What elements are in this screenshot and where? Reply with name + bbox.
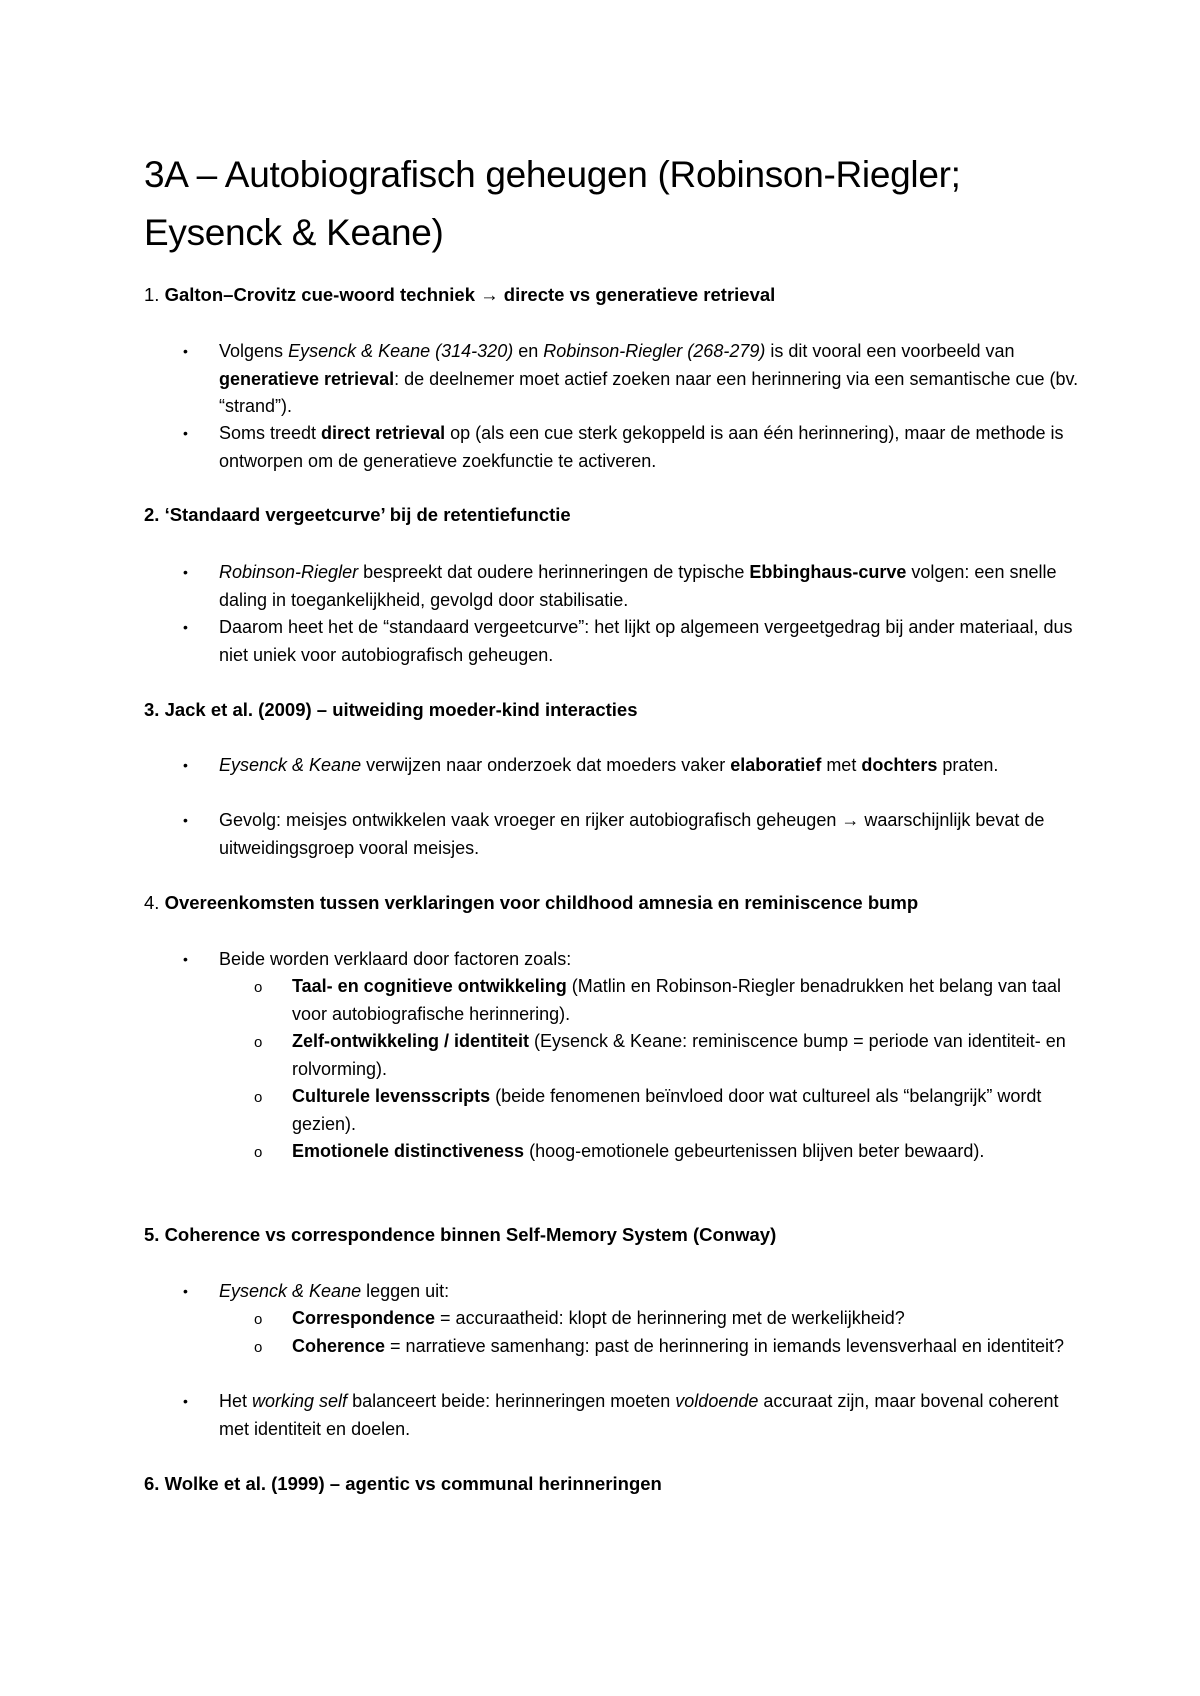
bullet-marker: •	[183, 343, 188, 359]
section-5-sub-2: o Coherence = narratieve samenhang: past de herinnering in iemands levensverhaal en identiteit?	[292, 1333, 1079, 1361]
sub-bullet-marker: o	[254, 1034, 263, 1051]
section-3-bullet-1: • Eysenck & Keane verwijzen naar onderzoek dat moeders vaker elaboratief met dochters praten.	[219, 752, 1079, 780]
section-4-title: Overeenkomsten tussen verklaringen voor childhood amnesia en reminiscence bump	[164, 892, 919, 913]
section-6-heading: 6. Wolke et al. (1999) – agentic vs communal herinneringen	[144, 1473, 662, 1494]
section-5-bullet-2: • Het working self balanceert beide: herinneringen moeten voldoende accuraat zijn, maar bovenal coherent met identiteit en doelen.	[219, 1388, 1079, 1443]
section-4-sub-3: o Culturele levensscripts (beide fenomenen beïnvloed door wat cultureel als “belangrijk” wordt gezien).	[254, 1086, 1042, 1134]
section-5-heading: 5. Coherence vs correspondence binnen Self-Memory System (Conway)	[144, 1224, 777, 1245]
section-1-bullet-1: • Volgens Eysenck & Keane (314-320) en Robinson-Riegler (268-279) is dit vooral een voorbeeld van generatieve retrieval: de deelnemer moet actief zoeken naar een herinnering via een semantische cue (bv. “strand”).	[219, 338, 1079, 421]
section-5-bullet-1: • Eysenck & Keane leggen uit:	[219, 1278, 1079, 1306]
section-3-bullet-2: • Gevolg: meisjes ontwikkelen vaak vroeger en rijker autobiografisch geheugen → waarschijnlijk bevat de uitweidingsgroep vooral meisjes.	[219, 807, 1079, 862]
section-2-bullet-2: • Daarom heet het de “standaard vergeetcurve”: het lijkt op algemeen vergeetgedrag bij ander materiaal, dus niet uniek voor autobiografisch geheugen.	[219, 614, 1079, 669]
section-4-bullet-1: • Beide worden verklaard door factoren zoals:	[219, 946, 1079, 974]
bullet-marker: •	[183, 812, 188, 828]
bullet-marker: •	[183, 425, 188, 441]
section-1-number: 1.	[144, 284, 160, 305]
sub-bullet-marker: o	[254, 1339, 263, 1356]
bullet-marker: •	[183, 1283, 188, 1299]
bullet-marker: •	[183, 619, 188, 635]
section-2-bullet-1: • Robinson-Riegler bespreekt dat oudere herinneringen de typische Ebbinghaus-curve volgen: een snelle daling in toegankelijkheid, gevolgd door stabilisatie.	[219, 559, 1079, 614]
section-1-heading	[144, 282, 775, 308]
page-title: 3A – Autobiografisch geheugen (Robinson-Riegler; Eysenck & Keane)	[144, 154, 961, 253]
section-1-title: Galton–Crovitz cue-woord techniek → directe vs generatieve retrieval	[164, 284, 776, 305]
sub-bullet-marker: o	[254, 1089, 263, 1106]
section-2-heading: 2. ‘Standaard vergeetcurve’ bij de retentiefunctie	[144, 504, 571, 525]
section-1-bullet-2: • Soms treedt direct retrieval op (als een cue sterk gekoppeld is aan één herinnering), maar de methode is ontworpen om de generatieve zoekfunctie te activeren.	[219, 420, 1079, 475]
bullet-marker: •	[183, 951, 188, 967]
section-4-heading	[144, 890, 918, 916]
sub-bullet-marker: o	[254, 1311, 263, 1328]
bullet-marker: •	[183, 757, 188, 773]
section-5-sub-1: o Correspondence = accuraatheid: klopt de herinnering met de werkelijkheid?	[292, 1305, 1079, 1333]
section-4-sub-4: o Emotionele distinctiveness (hoog-emotionele gebeurtenissen blijven beter bewaard).	[292, 1138, 1079, 1166]
section-3-heading: 3. Jack et al. (2009) – uitweiding moeder-kind interacties	[144, 699, 638, 720]
section-4-sub-2: o Zelf-ontwikkeling / identiteit (Eysenck & Keane: reminiscence bump = periode van identiteit- en rolvorming).	[254, 1031, 1066, 1079]
bullet-marker: •	[183, 564, 188, 580]
sub-bullet-marker: o	[254, 1144, 263, 1161]
section-4-number: 4.	[144, 892, 160, 913]
bullet-marker: •	[183, 1393, 188, 1409]
sub-bullet-marker: o	[254, 979, 263, 996]
section-4-sub-1: o Taal- en cognitieve ontwikkeling (Matlin en Robinson-Riegler benadrukken het belang van taal voor autobiografische herinnering).	[254, 976, 1062, 1024]
